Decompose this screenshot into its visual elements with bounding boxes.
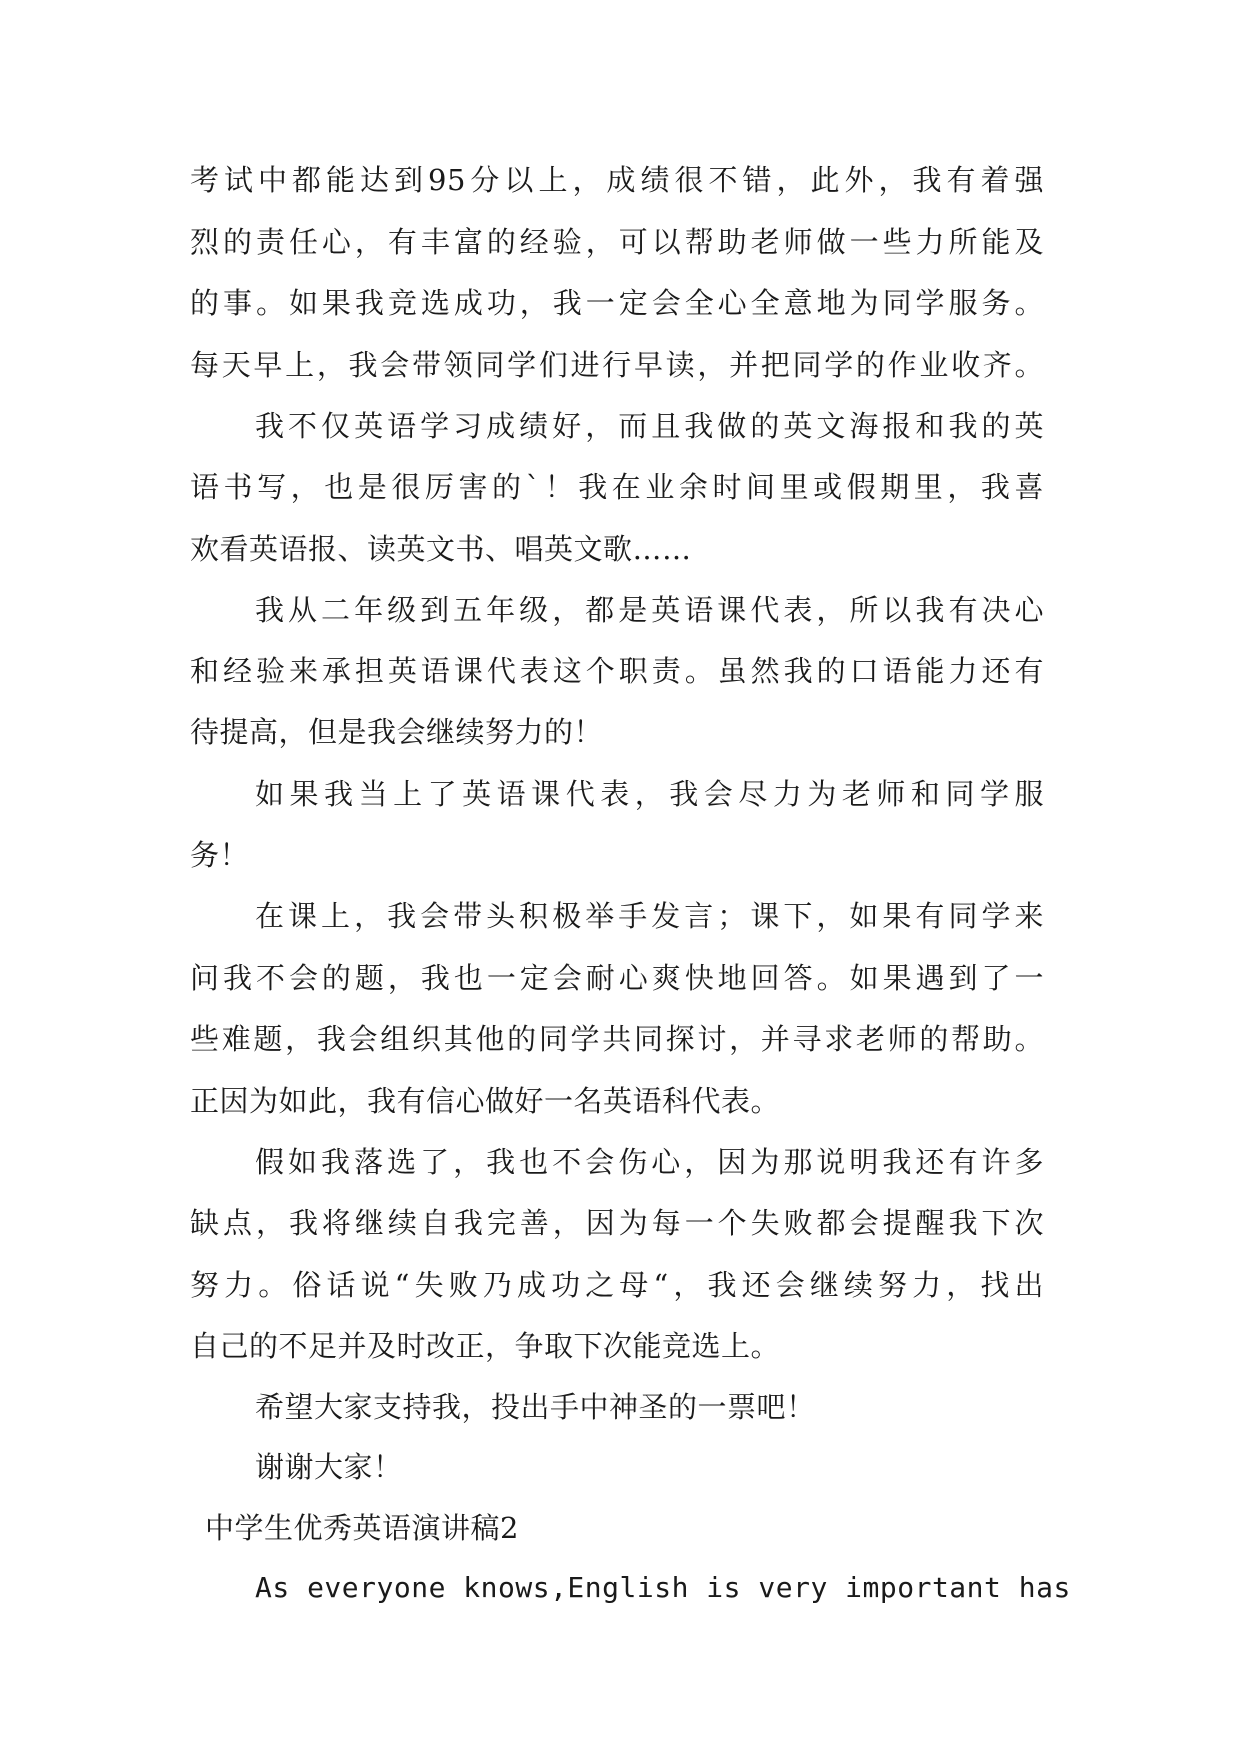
text-line: 在课上，我会带头积极举手发言；课下，如果有同学来 [255,899,1044,933]
text-line: 考试中都能达到95分以上，成绩很不错，此外，我有着强 [190,163,1044,197]
text-line: As everyone knows,English is very important has [255,1571,1071,1604]
text-line: 每天早上，我会带领同学们进行早读，并把同学的作业收齐。 [190,348,1044,382]
text-line: 待提高，但是我会继续努力的！ [190,715,604,749]
text-line: 的事。如果我竞选成功，我一定会全心全意地为同学服务。 [190,286,1044,320]
text-line: 希望大家支持我，投出手中神圣的一票吧！ [255,1390,816,1424]
text-line: 我从二年级到五年级，都是英语课代表，所以我有决心 [255,593,1044,627]
text-line: 我不仅英语学习成绩好，而且我做的英文海报和我的英 [255,409,1044,443]
text-line: 问我不会的题，我也一定会耐心爽快地回答。如果遇到了一 [190,961,1044,995]
text-line: 谢谢大家！ [255,1450,403,1484]
text-line: 自己的不足并及时改正，争取下次能竞选上。 [190,1329,781,1363]
text-line: 如果我当上了英语课代表，我会尽力为老师和同学服 [255,777,1044,811]
text-line: 烈的责任心，有丰富的经验，可以帮助老师做一些力所能及 [190,225,1044,259]
text-line: 假如我落选了，我也不会伤心，因为那说明我还有许多 [255,1145,1044,1179]
section-heading: 中学生优秀英语演讲稿2 [205,1511,519,1545]
text-line: 欢看英语报、读英文书、唱英文歌…… [190,532,692,566]
text-line: 些难题，我会组织其他的同学共同探讨，并寻求老师的帮助。 [190,1022,1044,1056]
text-line: 努力。俗话说“失败乃成功之母“，我还会继续努力，找出 [190,1268,1044,1302]
text-line: 正因为如此，我有信心做好一名英语科代表。 [190,1084,781,1118]
text-line: 缺点，我将继续自我完善，因为每一个失败都会提醒我下次 [190,1206,1044,1240]
text-line: 和经验来承担英语课代表这个职责。虽然我的口语能力还有 [190,654,1044,688]
text-line: 语书写，也是很厉害的`！我在业余时间里或假期里，我喜 [190,470,1044,504]
text-line: 务！ [190,838,250,872]
